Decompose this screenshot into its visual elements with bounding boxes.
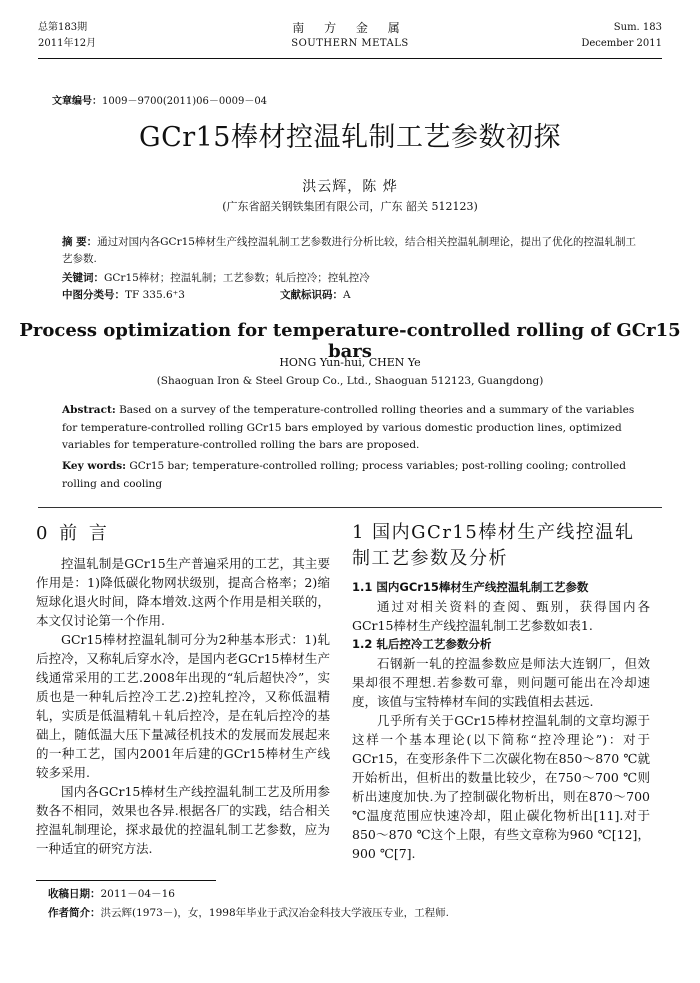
left-column [36,520,330,858]
journal-name-cn: 南 方 金 属 [292,21,408,35]
article-number [52,92,267,107]
section-divider [38,507,662,508]
keywords-cn [62,270,642,287]
article-number-value: 1009－9700(2011)06－0009－04 [102,96,268,107]
running-header [38,18,662,68]
journal-name-en: SOUTHERN METALS [291,38,409,49]
article-number-label: 文章编号： [52,96,102,107]
section-1-heading: 1 国内GCr15棒材生产线控温轧制工艺参数及分析 [352,522,635,569]
date-cn: 2011年12月 [38,38,97,49]
author-bio [48,905,449,921]
section-0-paragraph: GCr15棒材控温轧制可分为2种基本形式：1)轧后控冷，又称轧后穿水冷，是国内老GCr15棒材生产线通常采用的工艺.2008年出现的“轧后超快冷”，实质也是一种轧后控冷工艺.2)控轧控冷，又称低温精轧，实质是低温精轧＋轧后控冷，是在轧后控冷的基础上，随低温大压下量减径机技术的发展而发展起来的一种工艺，国内2001年后建的GCr15棒材生产线较多采用. [36,632,330,780]
header-right [581,20,662,52]
section-0-heading: 0 前 言 [36,523,110,544]
classification-label: 中图分类号： [62,289,125,301]
received-date-label: 收稿日期： [48,888,101,900]
keywords-en-text: GCr15 bar; temperature-controlled rolling; process variables; post-rolling cooling; controlled rolling and cooling [62,460,626,490]
abstract-cn-text: 通过对国内各GCr15棒材生产线控温轧制工艺参数进行分析比较，结合相关控温轧制理论，提出了优化的控温轧制工艺参数. [62,236,636,265]
header-center [38,20,662,52]
section-1-2-heading: 1.2 轧后控冷工艺参数分析 [352,637,492,651]
keywords-cn-text: GCr15棒材；控温轧制；工艺参数；轧后控冷；控轧控冷 [104,272,370,284]
abstract-en [62,402,642,455]
header-rule [38,58,662,59]
issue-cn: 总第183期 [38,22,88,33]
issue-en: Sum. 183 [613,22,662,33]
footnote-rule [36,880,216,881]
keywords-cn-label: 关键词： [62,272,104,284]
authors-cn: 洪云辉，陈 烨 [302,179,398,195]
right-column [352,520,650,863]
abstract-cn [62,234,642,268]
section-1-1-heading: 1.1 国内GCr15棒材生产线控温轧制工艺参数 [352,580,589,594]
section-1-1-paragraph: 通过对相关资料的查阅、甄别，获得国内各GCr15棒材生产线控温轧制工艺参数如表1. [352,599,650,633]
received-date-value: 2011－04－16 [100,888,175,900]
doc-code-label: 文献标识码： [280,289,343,301]
classification-value: TF 335.6⁺3 [125,289,185,301]
abstract-cn-label: 摘 要： [62,236,98,248]
abstract-en-label: Abstract: [62,404,116,416]
keywords-en [62,458,642,493]
section-0-paragraph: 国内各GCr15棒材生产线控温轧制工艺及所用参数各不相同，效果也各异.根据各厂的实践，结合相关控温轧制理论，探求最优的控温轧制工艺参数，应为一种适宜的研究方法. [36,784,330,856]
keywords-en-label: Key words: [62,460,127,472]
doc-code [280,287,351,304]
affiliation-en: (Shaoguan Iron & Steel Group Co., Ltd., Shaoguan 512123, Guangdong) [156,375,544,387]
received-date [48,886,175,902]
section-0-paragraph: 控温轧制是GCr15生产普遍采用的工艺，其主要作用是：1)降低碳化物网状级别，提高合格率；2)缩短球化退火时间，降本增效.这两个作用是相关联的，本文仅讨论第一个作用. [36,556,330,628]
section-1-2-paragraph: 石钢新一轧的控温参数应是师法大连钢厂，但效果却很不理想.若参数可靠，则问题可能出在冷却速度，该值与宝特棒材车间的实践值相去甚远. [352,656,650,709]
date-en: December 2011 [581,38,662,49]
abstract-en-text: Based on a survey of the temperature-controlled rolling theories and a summary of the variables for temperature-controlled rolling GCr15 bars employed by various domestic production lines, optimized variables for temperature-controlled rolling the bars are proposed. [62,404,635,451]
classification-line [62,287,642,304]
author-bio-text: 洪云辉(1973－)，女，1998年毕业于武汉冶金科技大学液压专业，工程师. [100,907,449,919]
title-en: Process optimization for temperature-controlled rolling of GCr15 bars [19,320,681,362]
section-1-2-paragraph: 几乎所有关于GCr15棒材控温轧制的文章均源于这样一个基本理论(以下简称“控冷理论”)：对于GCr15，在变形条件下二次碳化物在850～870 ℃就开始析出，但析出的数量比较少，在750～700 ℃则析出速度加快.为了控制碳化物析出，则在870～700 ℃温度范围应快速冷却，阻止碳化物析出[11].对于850～870 ℃这个上限，有些文章称为960 ℃[12]，900 ℃[7]. [352,713,650,861]
affiliation-cn: (广东省韶关钢铁集团有限公司，广东 韶关 512123) [222,200,478,213]
author-bio-label: 作者简介： [48,907,101,919]
title-cn: GCr15棒材控温轧制工艺参数初探 [139,122,561,153]
authors-en: HONG Yun-hui, CHEN Ye [279,356,421,369]
doc-code-value: A [343,289,351,301]
